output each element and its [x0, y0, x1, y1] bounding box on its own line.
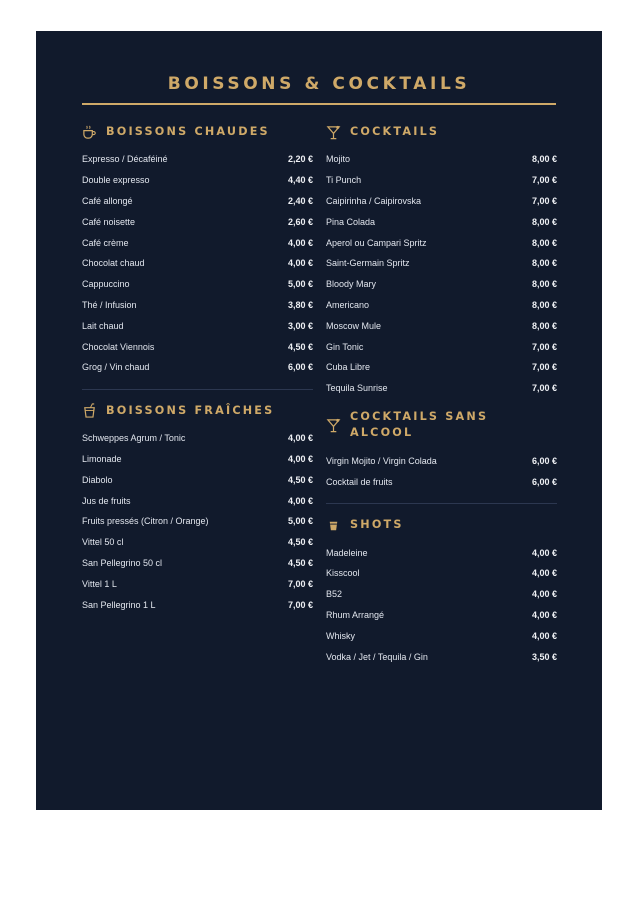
item-price: 6,00 € — [531, 476, 557, 487]
item-price: 7,00 € — [287, 578, 313, 589]
menu-item — [82, 490, 313, 511]
spacer — [326, 399, 557, 409]
item-name: Aperol ou Campari Spritz — [326, 237, 427, 248]
menu-item — [82, 357, 313, 378]
item-price: 8,00 € — [531, 320, 557, 331]
menu-item — [326, 336, 557, 357]
item-price: 3,00 € — [287, 320, 313, 331]
right-column — [326, 123, 557, 667]
item-price: 8,00 € — [531, 279, 557, 290]
menu-item — [326, 149, 557, 170]
left-column — [82, 123, 313, 615]
section-divider — [82, 389, 313, 390]
item-price: 5,00 € — [287, 279, 313, 290]
menu-item — [326, 295, 557, 316]
item-price: 3,50 € — [531, 651, 557, 662]
item-name: Grog / Vin chaud — [82, 362, 150, 373]
item-price: 2,20 € — [287, 154, 313, 165]
item-name: Thé / Infusion — [82, 299, 137, 310]
menu-item — [326, 357, 557, 378]
menu-item — [82, 428, 313, 449]
item-price: 7,00 € — [531, 175, 557, 186]
item-price: 2,60 € — [287, 216, 313, 227]
shot-glass-icon — [326, 518, 341, 533]
item-price: 7,00 € — [531, 362, 557, 373]
soda-cup-icon — [82, 403, 97, 418]
menu-item — [82, 149, 313, 170]
menu-item — [82, 191, 313, 212]
item-price: 4,00 € — [531, 630, 557, 641]
item-name: Limonade — [82, 453, 122, 464]
menu-item — [82, 532, 313, 553]
item-name: Chocolat chaud — [82, 258, 145, 269]
item-name: Virgin Mojito / Virgin Colada — [326, 455, 437, 466]
item-name: Jus de fruits — [82, 495, 131, 506]
item-price: 7,00 € — [287, 599, 313, 610]
shots-header — [326, 516, 557, 534]
item-name: Gin Tonic — [326, 341, 364, 352]
item-price: 3,80 € — [287, 299, 313, 310]
item-price: 4,50 € — [287, 537, 313, 548]
title-rule — [82, 103, 556, 105]
menu-item — [326, 253, 557, 274]
item-price: 4,50 € — [287, 474, 313, 485]
cocktail-glass-icon — [326, 125, 341, 140]
menu-item — [326, 605, 557, 626]
menu-item — [82, 553, 313, 574]
item-name: Double expresso — [82, 175, 150, 186]
item-price: 4,00 € — [531, 589, 557, 600]
menu-item — [326, 625, 557, 646]
menu-item — [82, 211, 313, 232]
menu-item — [326, 471, 557, 492]
item-price: 4,00 € — [531, 609, 557, 620]
menu-item — [82, 315, 313, 336]
item-price: 4,00 € — [287, 453, 313, 464]
item-price: 4,00 € — [287, 495, 313, 506]
section-title: BOISSONS CHAUDES — [106, 125, 270, 138]
item-name: Fruits pressés (Citron / Orange) — [82, 516, 209, 527]
menu-item — [326, 646, 557, 667]
menu-item — [326, 542, 557, 563]
item-name: Madeleine — [326, 547, 368, 558]
menu-item — [82, 232, 313, 253]
item-name: Mojito — [326, 154, 351, 165]
item-name: Café allongé — [82, 195, 133, 206]
item-price: 4,00 € — [287, 433, 313, 444]
item-name: Moscow Mule — [326, 320, 382, 331]
item-name: Diabolo — [82, 474, 113, 485]
item-name: Vittel 1 L — [82, 578, 117, 589]
menu-item — [82, 336, 313, 357]
item-price: 7,00 € — [531, 383, 557, 394]
item-price: 7,00 € — [531, 195, 557, 206]
item-name: Whisky — [326, 630, 355, 641]
item-price: 4,00 € — [531, 547, 557, 558]
mocktails-header — [326, 409, 557, 443]
item-price: 7,00 € — [531, 341, 557, 352]
cocktail-glass-icon — [326, 418, 341, 433]
item-name: Vittel 50 cl — [82, 537, 124, 548]
page-title: BOISSONS & COCKTAILS — [167, 74, 471, 94]
item-price: 4,50 € — [287, 557, 313, 568]
menu-item — [326, 232, 557, 253]
item-price: 2,40 € — [287, 195, 313, 206]
item-price: 8,00 € — [531, 237, 557, 248]
item-price: 4,00 € — [287, 258, 313, 269]
item-name: Tequila Sunrise — [326, 383, 388, 394]
menu-item — [82, 511, 313, 532]
item-price: 4,00 € — [287, 237, 313, 248]
item-price: 8,00 € — [531, 154, 557, 165]
cold-drinks-list — [82, 428, 313, 615]
item-name: Café noisette — [82, 216, 136, 227]
item-name: Ti Punch — [326, 175, 362, 186]
item-name: Cappuccino — [82, 279, 130, 290]
item-name: Expresso / Décaféiné — [82, 154, 168, 165]
hot-drinks-header — [82, 123, 313, 141]
item-name: Caipirinha / Caipirovska — [326, 195, 422, 206]
menu-item — [82, 449, 313, 470]
item-name: Rhum Arrangé — [326, 609, 385, 620]
item-price: 4,00 € — [531, 568, 557, 579]
menu-item — [82, 274, 313, 295]
item-name: Vodka / Jet / Tequila / Gin — [326, 651, 428, 662]
item-name: Café crème — [82, 237, 129, 248]
menu-item — [326, 170, 557, 191]
coffee-cup-icon — [82, 125, 97, 140]
item-name: Pina Colada — [326, 216, 376, 227]
item-name: San Pellegrino 50 cl — [82, 557, 163, 568]
menu-item — [326, 378, 557, 399]
section-title-line2: ALCOOL — [350, 425, 414, 439]
item-price: 8,00 € — [531, 299, 557, 310]
menu-item — [326, 191, 557, 212]
item-price: 5,00 € — [287, 516, 313, 527]
mocktails-title — [350, 409, 488, 441]
cocktails-header — [326, 123, 557, 141]
cocktails-list — [326, 149, 557, 399]
menu-item — [326, 274, 557, 295]
hot-drinks-list — [82, 149, 313, 378]
mocktails-list — [326, 451, 557, 493]
menu-item — [326, 211, 557, 232]
item-name: Cocktail de fruits — [326, 476, 393, 487]
item-name: Chocolat Viennois — [82, 341, 155, 352]
item-price: 8,00 € — [531, 258, 557, 269]
shots-list — [326, 542, 557, 667]
menu-item — [326, 584, 557, 605]
menu-item — [326, 451, 557, 472]
item-name: Americano — [326, 299, 370, 310]
menu-item — [82, 295, 313, 316]
cold-drinks-header — [82, 402, 313, 420]
section-title-line1: COCKTAILS SANS — [350, 409, 489, 423]
item-price: 8,00 € — [531, 216, 557, 227]
section-title: COCKTAILS — [350, 125, 440, 138]
section-title: BOISSONS FRAÎCHES — [106, 403, 275, 417]
item-price: 6,00 € — [287, 362, 313, 373]
item-name: Cuba Libre — [326, 362, 371, 373]
item-price: 4,40 € — [287, 175, 313, 186]
item-price: 6,00 € — [531, 455, 557, 466]
item-name: Lait chaud — [82, 320, 124, 331]
menu-item — [326, 563, 557, 584]
menu-item — [82, 594, 313, 615]
menu-item — [326, 315, 557, 336]
item-name: Bloody Mary — [326, 279, 377, 290]
item-name: San Pellegrino 1 L — [82, 599, 156, 610]
menu-page — [36, 31, 602, 810]
item-name: Schweppes Agrum / Tonic — [82, 433, 186, 444]
item-price: 4,50 € — [287, 341, 313, 352]
item-name: B52 — [326, 589, 343, 600]
item-name: Kisscool — [326, 568, 360, 579]
menu-item — [82, 573, 313, 594]
section-title: SHOTS — [350, 518, 404, 532]
menu-item — [82, 253, 313, 274]
menu-item — [82, 170, 313, 191]
item-name: Saint-Germain Spritz — [326, 258, 410, 269]
menu-item — [82, 469, 313, 490]
section-divider — [326, 503, 557, 504]
